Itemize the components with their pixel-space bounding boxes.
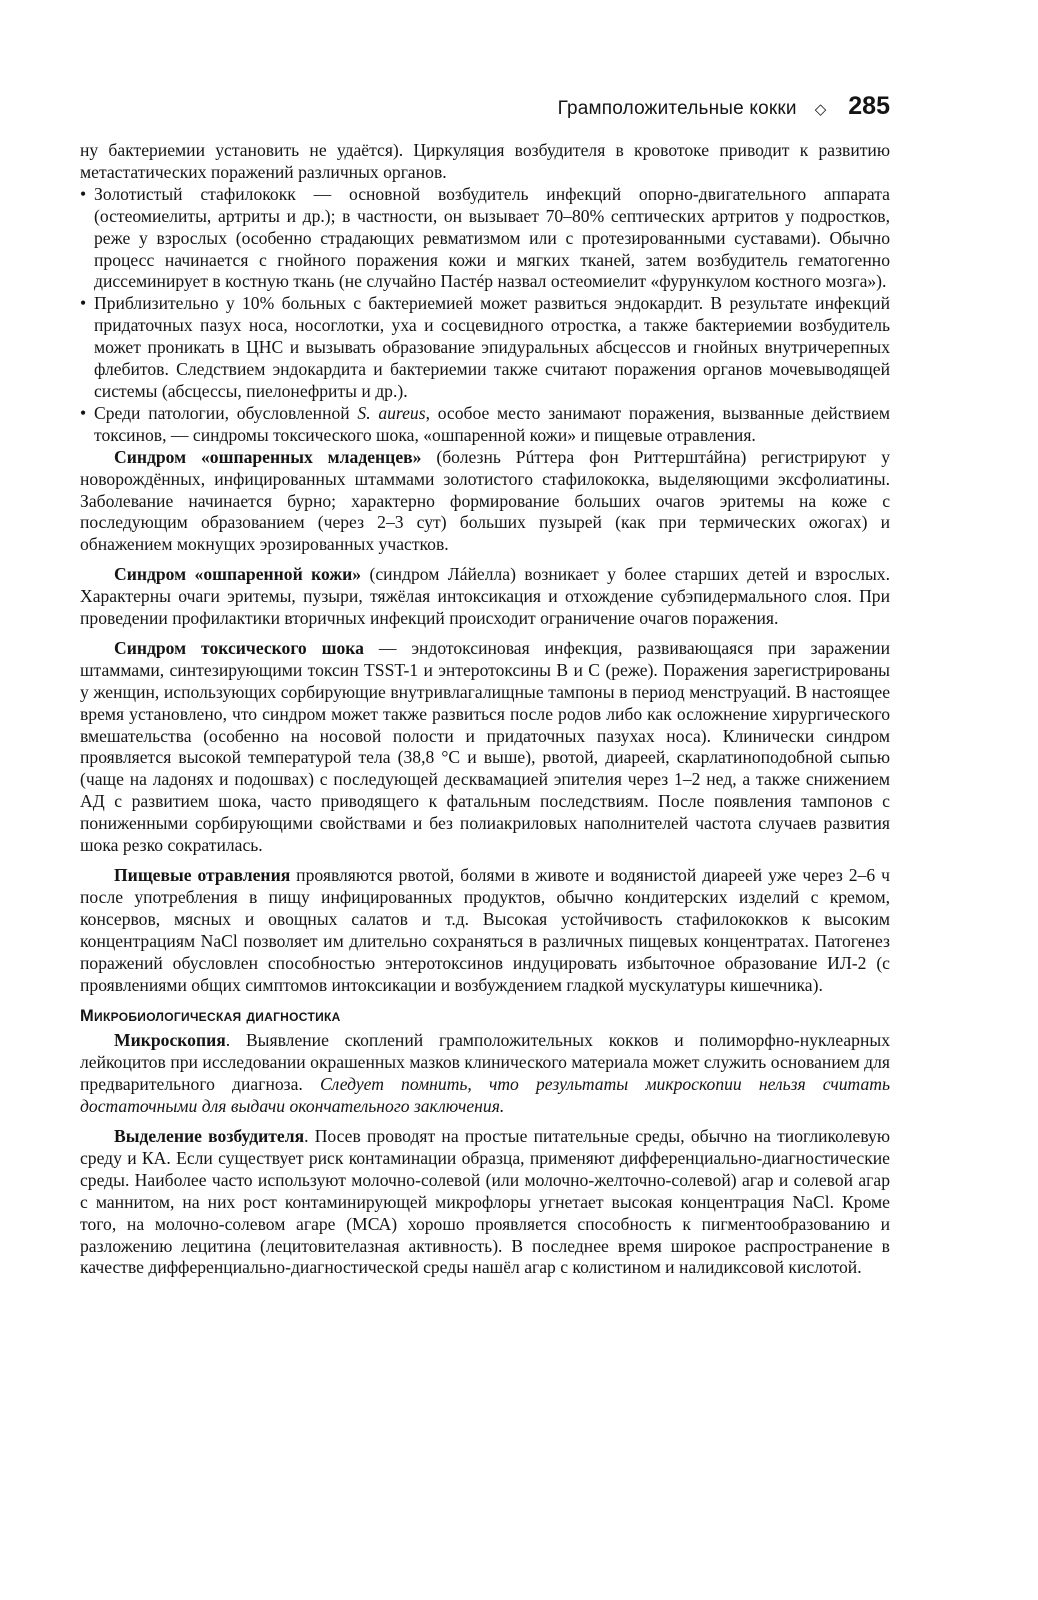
term-heading: Синдром токсического шока [114,637,364,658]
species-name: S. aureus [357,402,426,423]
bullet-item-endocarditis [80,293,890,403]
term-heading: Пищевые отравления [114,865,291,885]
section-heading: Микробиологическая диагностика [80,1007,341,1026]
paragraph-microscopy [80,1030,890,1118]
paragraph-text: . Посев проводят на простые питательные среды, обычно на тиогликолевую среду и КА. Если существует риск контаминации образца, применяют дифференциально-диагностические среды. Наиболее часто используют молочно-солевой (или молочно-желточно-солевой) агар и солевой агар с маннитом, на них рост контаминирующей микрофлоры угнетает высокая концентрация NaCl. Кроме того, на молочно-солевом агаре (МСА) хорошо проявляется способность к пигментообразованию и разложению лецитина (лецитовителазная активность). В последнее время широкое распространение в качестве дифференциально-диагностической среды нашёл агар с колистином и налидиксовой кислотой. [80,1125,890,1278]
bullet-item-osteomyelitis [80,184,890,294]
bullet-text: Среди патологии, обусловленной [94,402,358,423]
page-number: 285 [848,92,890,120]
paragraph-text: — эндотоксиновая инфекция, развивающаяся при заражении штаммами, синтезирующими токсин TSST-1 и энтеротоксины В и С (реже). Поражения зарегистрированы у женщин, использующих сорбирующие внутривлагалищные тампоны в период менструаций. В настоящее время установлено, что синдром может также развиться после родов либо как осложнение хирургического вмешательства (особенно на носовой полости и придаточных пазухах носа). Клинически синдром проявляется высокой температурой тела (38,8 °С и выше), рвотой, диареей, скарлатиноподобной сыпью (чаще на ладонях и подошвах) с последующей десквамацией эпителия через 1–2 нед, а также снижением АД с развитием шока, часто приводящего к фатальным последствиям. После появления тампонов с пониженными сорбирующими свойствами и без полиакриловых наполнителей частота случаев развития шока резко сократилась. [80,637,890,856]
paragraph-continuation: ну бактериемии установить не удаётся). Циркуляция возбудителя в кровотоке приводит к развитию метастатических поражений различных органов. [80,140,890,182]
paragraph-text: . Выявление скоплений грамположительных кокков и полиморфно-нуклеарных лейкоцитов при исследовании окрашенных мазков клинического материала может служить основанием для предварительного диагноза. [80,1030,890,1095]
bullet-icon: • [80,293,87,314]
paragraph-scalded-skin [80,564,890,630]
page-body [80,140,890,1279]
paragraph-scalded-infants [80,447,890,557]
paragraph-text: проявляются рвотой, болями в животе и водянистой диареей уже через 2–6 ч после употребления в пищу инфицированных продуктов, обычно кондитерских изделий с кремом, консервов, мясных и овощных салатов и т.д. Высокая устойчивость стафилококков к высоким концентрациям NaCl позволяет им длительно сохраняться в различных пищевых концентратах. Патогенез поражений обусловлен способностью энтеротоксинов индуцировать избыточное образование ИЛ-2 (с проявлениями общих симптомов интоксикации и возбуждением гладкой мускулатуры кишечника). [80,865,890,995]
bullet-text: Приблизительно у 10% больных с бактериемией может развиться эндокардит. В результате инфекций придаточных пазух носа, носоглотки, уха и сосцевидного отростка, а также бактериемии возбудитель может проникать в ЦНС и вызывать образование эпидуральных абсцессов и гнойных внутричерепных флебитов. Следствием эндокардита и бактериемии также считают поражения органов мочевыводящей системы (абсцессы, пиелонефриты и др.). [94,293,890,401]
term-heading: Микроскопия [114,1030,226,1051]
bullet-icon: • [80,402,87,423]
diamond-ornament-icon: ◇ [814,101,827,118]
paragraph-text: (синдром Лáйелла) возникает у более старших детей и взрослых. Характерны очаги эритемы, пузыри, тяжёлая интоксикация и отхождение субэпидермального слоя. При проведении профилактики вторичных инфекций происходит ограничение очагов поражения. [80,564,891,629]
term-heading: Синдром «ошпаренных младенцев» [114,446,422,467]
bullet-text: , особое место занимают поражения, вызванные действием токсинов, — синдромы токсического шока, «ошпаренной кожи» и пищевые отравления. [94,402,890,445]
term-heading: Синдром «ошпаренной кожи» [114,564,362,585]
paragraph-text: (болезнь Рúттера фон Риттерштáйна) регистрируют у новорождённых, инфицированных штаммами золотистого стафилококка, выделяющими эксфолиатины. Заболевание начинается бурно; характерно формирование больших очагов эритемы на коже с последующим образованием (через 2–3 сут) больших пузырей (как при термических ожогах) и обнажением мокнущих эрозированных участков. [80,446,891,555]
emphasis-text: Следует помнить, что результаты микроскопии нельзя считать достаточными для выдачи окончательного заключения. [80,1074,890,1117]
bullet-item-toxins [80,403,890,447]
bullet-text: Золотистый стафилококк — основной возбудитель инфекций опорно-двигательного аппарата (остеомиелиты, артриты и др.); в частности, он вызывает 70–80% септических артритов у подростков, реже у взрослых (особенно страдающих ревматизмом или с протезированными суставами). Обычно процесс начинается с гнойного поражения кожи и мягких тканей, затем возбудитель гематогенно диссеминирует в костную ткань (не случайно Пастéр назвал остеомиелит «фурункулом костного мозга»). [94,183,890,292]
term-heading: Выделение возбудителя [114,1125,305,1146]
paragraph-isolation [80,1126,890,1279]
bullet-icon: • [80,183,87,204]
running-header [80,92,890,121]
running-title: Грамположительные кокки [557,98,797,119]
paragraph-food-poisoning [80,865,890,996]
paragraph-toxic-shock [80,638,890,857]
